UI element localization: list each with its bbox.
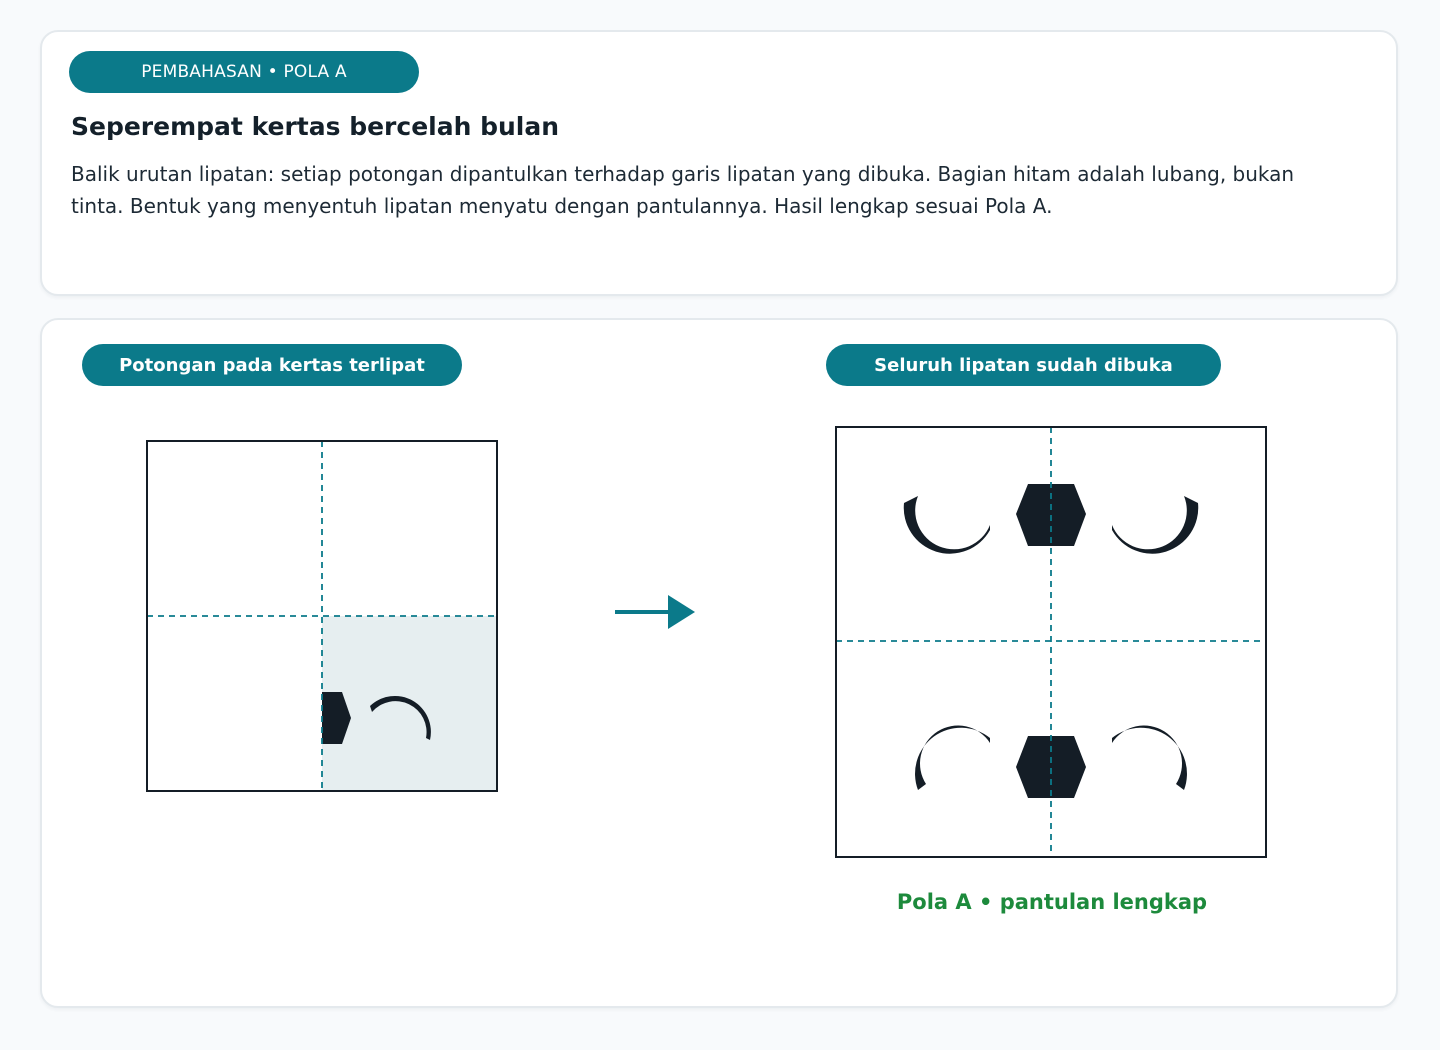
result-caption: Pola A • pantulan lengkap <box>896 890 1208 914</box>
section-badge: PEMBAHASAN • POLA A <box>69 51 419 93</box>
arrow-right-icon <box>615 595 695 629</box>
explanation-text: Balik urutan lipatan: setiap potongan dipantulkan terhadap garis lipatan yang dibuka. Bagian hitam adalah lubang, bukan tinta. Bentuk yang menyentuh lipatan menyatu dengan pantulannya. Hasil lengkap sesuai Pola A. <box>71 162 1295 218</box>
unfolded-paper <box>836 427 1266 857</box>
folded-panel-label: Potongan pada kertas terlipat <box>82 344 462 386</box>
explanation-card <box>40 30 1398 296</box>
unfolded-panel-label: Seluruh lipatan sudah dibuka <box>826 344 1221 386</box>
folded-paper <box>147 441 497 791</box>
unfolded-hexagon-hole-bottom <box>1016 736 1086 798</box>
diagram-card <box>40 318 1398 1008</box>
page-title: Seperempat kertas bercelah bulan <box>71 112 560 141</box>
